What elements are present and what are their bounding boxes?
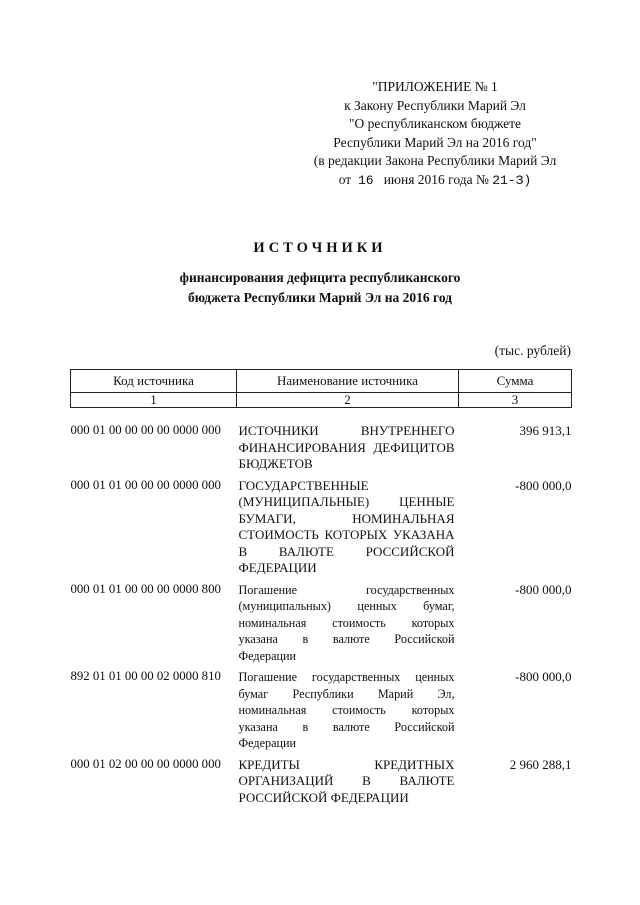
table-header-row: [71, 370, 572, 393]
source-name-line: номинальная стоимость которых: [238, 615, 455, 630]
source-name-line: бумаг Республики Марий Эл,: [238, 686, 455, 701]
source-name-line: ГОСУДАРСТВЕННЫЕ: [238, 477, 369, 493]
source-code: 000 01 00 00 00 00 0000 000: [70, 423, 221, 437]
source-sum: -800 000,0: [515, 477, 572, 493]
source-name-line: указана в валюте Российской: [238, 719, 455, 734]
source-name-line: ФЕДЕРАЦИИ: [238, 560, 317, 575]
law-date-month-year: июня 2016 года №: [383, 171, 489, 187]
law-date-day: 16: [357, 172, 374, 188]
source-sum: 2 960 288,1: [509, 756, 572, 772]
appendix-line-6: [300, 171, 570, 191]
source-name-line: указана в валюте Российской: [238, 632, 455, 646]
table-row: [71, 422, 572, 477]
table-body: [71, 408, 572, 811]
source-name-line: БУМАГИ, НОМИНАЛЬНАЯ: [238, 510, 455, 526]
source-name-line: В ВАЛЮТЕ РОССИЙСКОЙ: [238, 543, 455, 559]
source-name-line: Федерации: [238, 648, 297, 663]
column-number-2: 2: [237, 393, 459, 408]
source-code: 892 01 01 00 00 02 0000 810: [70, 669, 221, 683]
appendix-block: [300, 78, 570, 190]
source-name-line: ФИНАНСИРОВАНИЯ ДЕФИЦИТОВ: [238, 439, 455, 455]
appendix-line-1: "ПРИЛОЖЕНИЕ № 1: [372, 79, 498, 94]
appendix-line-4: Республики Марий Эл на 2016 год": [333, 134, 537, 150]
table-row: [71, 477, 572, 581]
units-note: (тыс. рублей): [494, 343, 571, 358]
source-name-line: ОРГАНИЗАЦИЙ В ВАЛЮТЕ: [238, 773, 455, 788]
law-date-prefix: от: [338, 171, 352, 187]
source-name: [237, 668, 459, 756]
subtitle-line-2: бюджета Республики Марий Эл на 2016 год: [187, 290, 453, 305]
source-code: 000 01 01 00 00 00 0000 000: [70, 477, 221, 492]
header-code: Код источника: [71, 370, 237, 393]
source-name-line: Погашение государственных ценных: [238, 670, 455, 684]
table-row: [71, 668, 572, 756]
source-name: [237, 581, 459, 669]
table-row: [71, 581, 572, 669]
source-code: 000 01 02 00 00 00 0000 000: [70, 756, 221, 771]
table-row: [71, 756, 572, 811]
source-name-line: Федерации: [238, 736, 297, 750]
appendix-line-5: (в редакции Закона Республики Марий Эл: [313, 153, 557, 168]
source-code: 000 01 01 00 00 00 0000 800: [70, 581, 221, 596]
sources-table: [70, 369, 572, 810]
source-name-line: БЮДЖЕТОВ: [238, 456, 313, 471]
source-sum: -800 000,0: [515, 581, 572, 597]
source-name: [237, 756, 459, 811]
column-number-1: 1: [71, 393, 237, 408]
source-name: [237, 422, 459, 477]
document-subtitle: [0, 268, 640, 308]
source-name-line: (муниципальных) ценных бумаг,: [238, 599, 455, 613]
document-title: ИСТОЧНИКИ: [253, 240, 387, 256]
header-name: Наименование источника: [237, 370, 459, 393]
source-name-line: РОССИЙСКОЙ ФЕДЕРАЦИИ: [238, 789, 409, 805]
subtitle-line-1: финансирования дефицита республиканского: [179, 270, 461, 285]
source-name-line: КРЕДИТЫ КРЕДИТНЫХ: [238, 756, 455, 772]
source-name-line: (МУНИЦИПАЛЬНЫЕ) ЦЕННЫЕ: [238, 494, 455, 509]
column-number-3: 3: [459, 393, 572, 408]
source-sum: -800 000,0: [515, 669, 572, 684]
source-name-line: ИСТОЧНИКИ ВНУТРЕННЕГО: [238, 423, 455, 438]
source-name-line: номинальная стоимость которых: [238, 703, 455, 717]
source-name-line: СТОИМОСТЬ КОТОРЫХ УКАЗАНА: [238, 527, 455, 542]
source-name-line: Погашение государственных: [238, 582, 455, 597]
header-sum: Сумма: [459, 370, 572, 393]
appendix-line-2: к Закону Республики Марий Эл: [344, 97, 526, 113]
source-name: [237, 477, 459, 581]
source-sum: 396 913,1: [519, 423, 572, 438]
column-number-row: [71, 393, 572, 408]
appendix-line-3: "О республиканском бюджете: [348, 116, 521, 131]
law-number: 21-З): [492, 172, 532, 188]
